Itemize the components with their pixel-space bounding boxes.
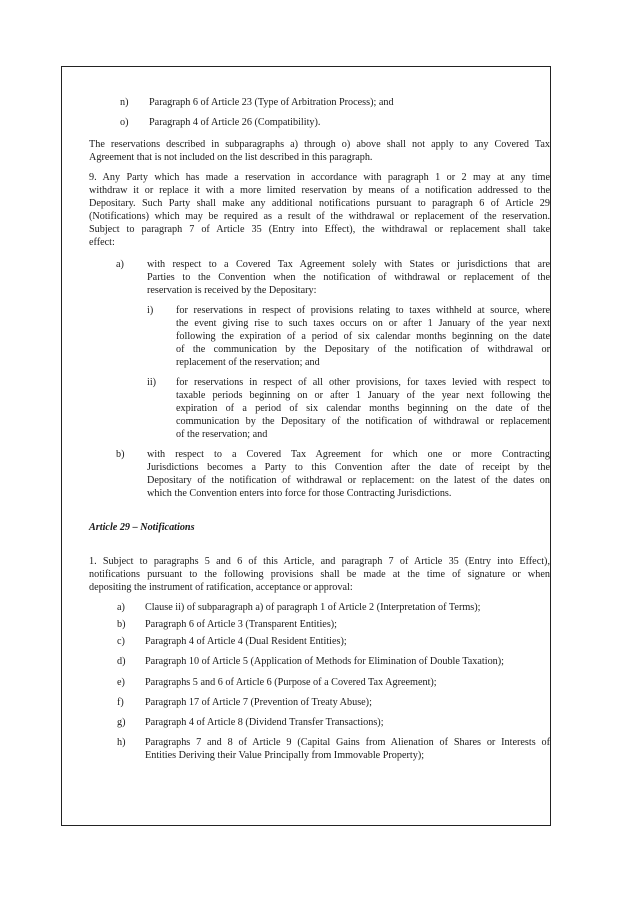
paragraph-line: with respect to a Covered Tax Agreement for which one or more Contracting	[147, 449, 550, 460]
paragraph-line: (Notifications) which may be required as a result of the withdrawal or replacement of the reservation.	[89, 211, 550, 222]
list-marker: ii)	[147, 377, 157, 388]
list-item: Paragraph 10 of Article 5 (Application of Methods for Elimination of Double Taxation);	[145, 656, 504, 667]
list-marker: f)	[117, 697, 124, 708]
paragraph-line: reservation is received by the Depositary:	[147, 285, 317, 296]
list-item: Paragraph 17 of Article 7 (Prevention of Treaty Abuse);	[145, 697, 372, 708]
paragraph-line: notifications pursuant to the following provisions shall be made at the time of signature or when	[89, 569, 550, 580]
paragraph-line: 9. Any Party which has made a reservation in accordance with paragraph 1 or 2 may at any time	[89, 172, 550, 183]
paragraph-line: Jurisdictions becomes a Party to this Convention after the date of receipt by the	[147, 462, 550, 473]
paragraph-line: for reservations in respect of provisions relating to taxes withheld at source, where	[176, 305, 550, 316]
list-marker: c)	[117, 636, 125, 647]
paragraph-line: depositing the instrument of ratification, acceptance or approval:	[89, 582, 353, 593]
paragraph-line: with respect to a Covered Tax Agreement solely with States or jurisdictions that are	[147, 259, 550, 270]
paragraph-line: for reservations in respect of all other provisions, for taxes levied with respect to	[176, 377, 550, 388]
list-item: Paragraph 6 of Article 23 (Type of Arbitration Process); and	[149, 97, 394, 108]
list-marker: h)	[117, 737, 126, 748]
paragraph-line: 1. Subject to paragraphs 5 and 6 of this Article, and paragraph 7 of Article 35 (Entry into Effect),	[89, 556, 550, 567]
paragraph-line: communication by the Depositary of the notification of withdrawal or replacement	[176, 416, 550, 427]
list-marker: g)	[117, 717, 126, 728]
list-item: Paragraphs 5 and 6 of Article 6 (Purpose of a Covered Tax Agreement);	[145, 677, 437, 688]
paragraph-line: withdraw it or replace it with a more limited reservation by means of a notification addressed to the	[89, 185, 550, 196]
list-marker: d)	[117, 656, 126, 667]
list-marker: i)	[147, 305, 154, 316]
list-marker: b)	[116, 449, 125, 460]
paragraph-line: replacement of the reservation; and	[176, 357, 320, 368]
paragraph-line: taxable periods beginning on or after 1 January of the year next following the	[176, 390, 550, 401]
paragraph-line: Parties to the Convention when the notification of withdrawal or replacement of the	[147, 272, 550, 283]
section-heading: Article 29 – Notifications	[89, 522, 195, 533]
paragraph-line: expiration of a period of six calendar months beginning on the date of the	[176, 403, 550, 414]
list-item: Clause ii) of subparagraph a) of paragraph 1 of Article 2 (Interpretation of Terms);	[145, 602, 481, 613]
list-marker: n)	[120, 97, 129, 108]
paragraph-line: Depositary. Such Party shall make any additional notifications pursuant to paragraph 6 of Article 29	[89, 198, 550, 209]
list-item: Paragraph 6 of Article 3 (Transparent Entities);	[145, 619, 338, 630]
list-item: Entities Deriving their Value Principally from Immovable Property);	[145, 750, 425, 761]
list-item: Paragraph 4 of Article 26 (Compatibility).	[149, 117, 321, 128]
list-marker: e)	[117, 677, 125, 688]
list-marker: o)	[120, 117, 129, 128]
paragraph-line: of the reservation; and	[176, 429, 268, 440]
paragraph-line: Subject to paragraph 7 of Article 35 (Entry into Effect), the withdrawal or replacement shall take	[89, 224, 550, 235]
paragraph-line: Depositary of the notification of withdrawal or replacement: on the latest of the dates on	[147, 475, 550, 486]
list-item: Paragraphs 7 and 8 of Article 9 (Capital Gains from Alienation of Shares or Interests of	[145, 737, 550, 748]
paragraph-line: of the communication by the Depositary of the notification of withdrawal or	[176, 344, 550, 355]
paragraph-line: The reservations described in subparagraphs a) through o) above shall not apply to any Covered Tax	[89, 139, 550, 150]
list-marker: b)	[117, 619, 126, 630]
paragraph-line: the event giving rise to such taxes occurs on or after 1 January of the year next	[176, 318, 550, 329]
list-item: Paragraph 4 of Article 4 (Dual Resident Entities);	[145, 636, 347, 647]
paragraph-line: effect:	[89, 237, 115, 248]
list-marker: a)	[117, 602, 125, 613]
list-item: Paragraph 4 of Article 8 (Dividend Transfer Transactions);	[145, 717, 384, 728]
paragraph-line: Agreement that is not included on the list described in this paragraph.	[89, 152, 373, 163]
paragraph-line: following the expiration of a period of six calendar months beginning on the date	[176, 331, 550, 342]
paragraph-line: which the Convention enters into force for those Contracting Jurisdictions.	[147, 488, 452, 499]
list-marker: a)	[116, 259, 124, 270]
